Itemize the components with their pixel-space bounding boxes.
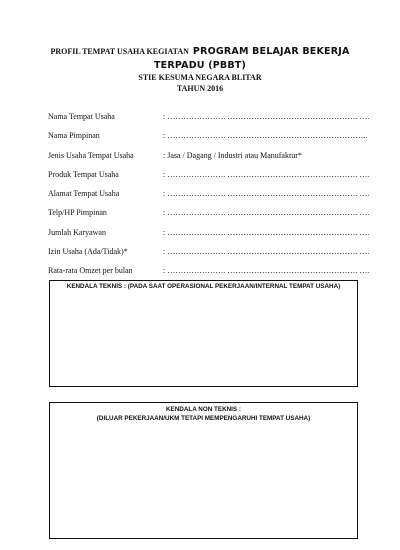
document-title bbox=[30, 44, 370, 72]
field-row-telp bbox=[48, 208, 368, 227]
document-year: TAHUN 2016 bbox=[176, 84, 224, 93]
field-label: Rata-rata Omzet per bulan bbox=[48, 266, 133, 276]
field-label: Alamat Tempat Usaha bbox=[48, 189, 120, 199]
field-label: Telp/HP Pimpinan bbox=[48, 208, 107, 218]
field-row-izin-usaha bbox=[48, 247, 368, 266]
nontechnical-constraints-box bbox=[49, 402, 358, 539]
field-label: Jumlah Karyawan bbox=[48, 227, 106, 237]
technical-constraints-title: KENDALA TEKNIS : (PADA SAAT OPERASIONAL PEKERJAAN/INTERNAL TEMPAT USAHA) bbox=[66, 283, 341, 290]
field-value: : Jasa / Dagang / Industri atau Manufaktur* bbox=[163, 150, 302, 160]
field-value: : …………………. …………………………………………. …. bbox=[163, 208, 370, 218]
field-value: : …………………. …………………………………………. …. bbox=[163, 169, 370, 179]
institution-name: STIE KESUMA NEGARA BLITAR bbox=[138, 73, 262, 82]
nontechnical-title-line2: (DILUAR PEKERJAAN/UKM TETAPI MEMPENGARUHI TEMPAT USAHA) bbox=[96, 414, 311, 422]
technical-constraints-box bbox=[49, 280, 358, 387]
field-label: Produk Tempat Usaha bbox=[48, 169, 119, 179]
nontechnical-title-line1: KENDALA NON TEKNIS : bbox=[166, 406, 241, 413]
field-label: Jenis Usaha Tempat Usaha bbox=[48, 150, 134, 160]
field-row-jumlah-karyawan bbox=[48, 228, 368, 247]
field-value: : …………………. …………………………………………. …. bbox=[163, 227, 370, 237]
title-prefix: PROFIL TEMPAT USAHA KEGIATAN bbox=[50, 47, 189, 56]
field-label: Nama Tempat Usaha bbox=[48, 112, 115, 121]
field-label: Nama Pimpinan bbox=[48, 131, 100, 141]
field-value: : …………………. …………………………………………. …. bbox=[163, 189, 370, 199]
field-row-alamat bbox=[48, 189, 368, 208]
field-value: : …………………. …………………………………………….. bbox=[163, 131, 368, 141]
field-value: : …………………. …………………………………………. …. bbox=[163, 266, 370, 276]
field-value: : …………………. …………………………………………. …. bbox=[163, 247, 370, 257]
title-program: PROGRAM BELAJAR BEKERJA TERPADU (PBBT) bbox=[153, 46, 350, 71]
field-row-nama-tempat-usaha bbox=[48, 112, 368, 131]
profile-fields bbox=[48, 112, 368, 286]
field-row-jenis-usaha bbox=[48, 151, 368, 170]
field-row-nama-pimpinan bbox=[48, 131, 368, 150]
field-label: Izin Usaha (Ada/Tidak)* bbox=[48, 247, 128, 257]
nontechnical-constraints-title bbox=[50, 403, 357, 423]
field-row-produk bbox=[48, 170, 368, 189]
field-value: : …………………. …………………………………………. …. bbox=[163, 112, 370, 121]
